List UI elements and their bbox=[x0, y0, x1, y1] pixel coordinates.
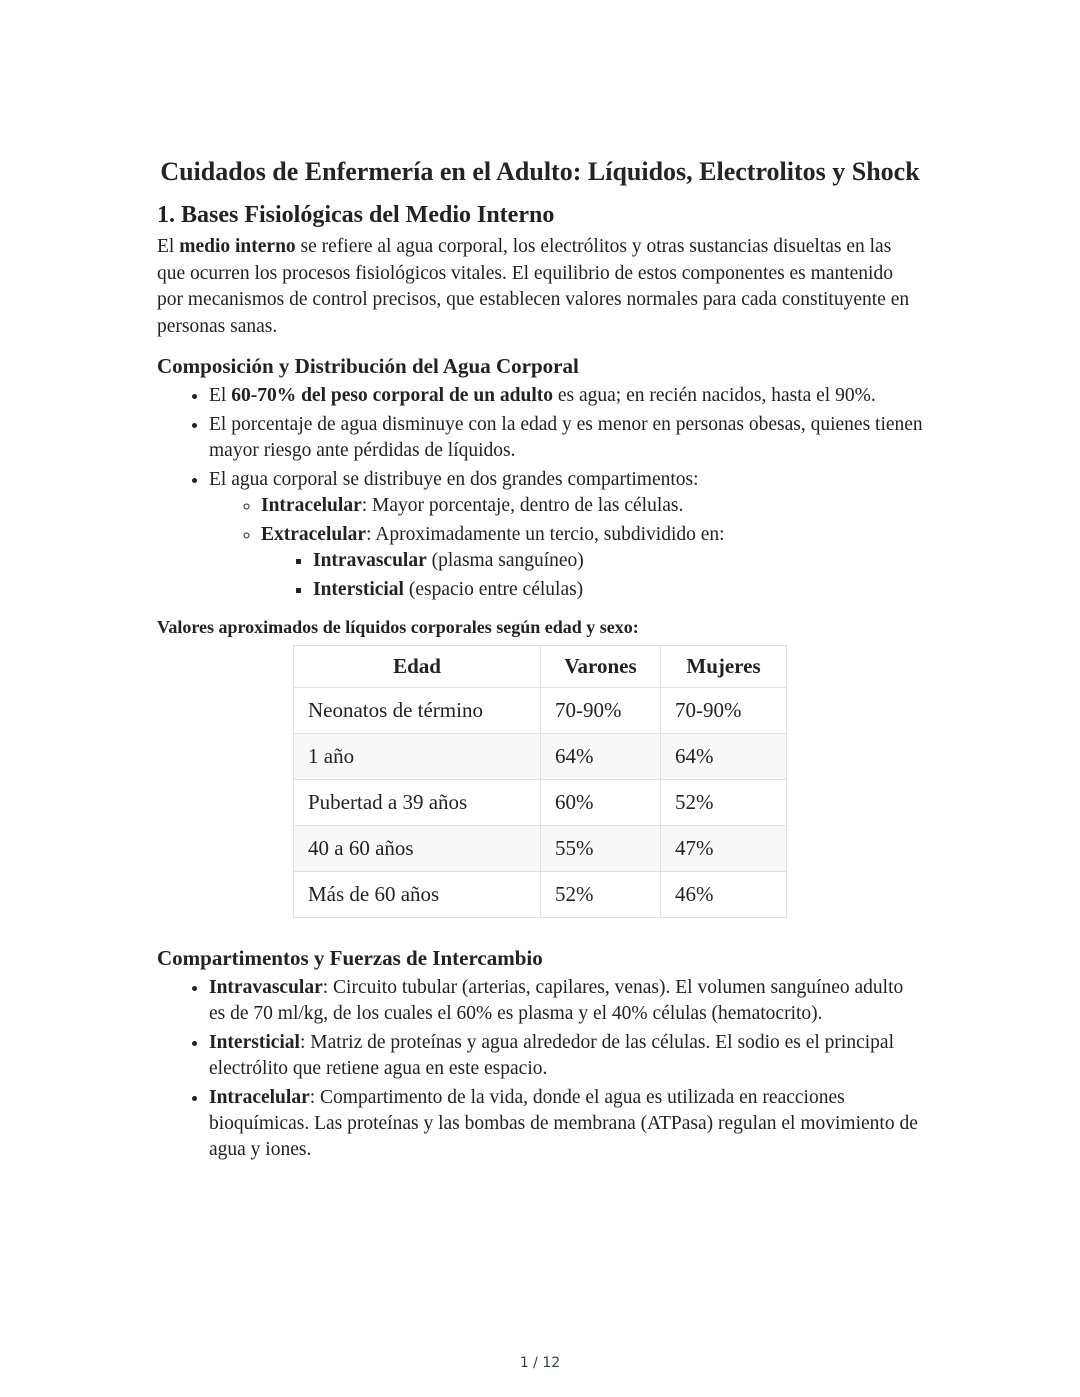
intro-paragraph bbox=[157, 234, 923, 340]
fluids-by-age-table bbox=[293, 645, 787, 918]
heading-compartimentos: Compartimentos y Fuerzas de Intercambio bbox=[157, 946, 543, 970]
list-item-intravascular-detail bbox=[209, 975, 923, 1027]
extracelular-term: Extracelular bbox=[261, 524, 367, 545]
table-row-40-60 bbox=[294, 826, 787, 872]
table-body bbox=[294, 688, 787, 918]
intersticial-desc: : Matriz de proteínas y agua alrededor de las células. El sodio es el principal electrólito que retiene agua en este espacio. bbox=[209, 1032, 894, 1079]
intersticial-term: Intersticial bbox=[313, 579, 404, 600]
intracelular-desc: : Compartimento de la vida, donde el agua es utilizada en reacciones bioquímicas. Las proteínas y las bombas de membrana (ATPasa) regulan el movimiento de agua y iones. bbox=[209, 1087, 918, 1160]
intravascular-desc: : Circuito tubular (arterias, capilares, venas). El volumen sanguíneo adulto es de 70 ml/kg, de los cuales el 60% es plasma y el 40% células (hematocrito). bbox=[209, 977, 904, 1024]
table-cell: 46% bbox=[661, 872, 787, 918]
composicion-list bbox=[157, 383, 923, 603]
heading-composicion: Composición y Distribución del Agua Corporal bbox=[157, 354, 579, 378]
table-cell: 55% bbox=[541, 826, 661, 872]
list-item-intracelular bbox=[261, 493, 923, 519]
compartimentos-list bbox=[157, 975, 923, 1163]
table-cell: 40 a 60 años bbox=[294, 826, 541, 872]
intro-bold-term: medio interno bbox=[179, 236, 296, 257]
table-row-pubertad bbox=[294, 780, 787, 826]
column-header-mujeres: Mujeres bbox=[661, 646, 787, 688]
list-item-intravascular bbox=[313, 548, 923, 574]
table-header-row bbox=[294, 646, 787, 688]
table-cell: 64% bbox=[661, 734, 787, 780]
column-header-varones: Varones bbox=[541, 646, 661, 688]
intracelular-term: Intracelular bbox=[209, 1087, 310, 1108]
table-cell: 52% bbox=[541, 872, 661, 918]
table-row-neonatos bbox=[294, 688, 787, 734]
table-cell: Más de 60 años bbox=[294, 872, 541, 918]
column-header-edad: Edad bbox=[294, 646, 541, 688]
intersticial-term: Intersticial bbox=[209, 1032, 300, 1053]
intracelular-desc: : Mayor porcentaje, dentro de las células. bbox=[361, 495, 684, 516]
intro-text-rest: se refiere al agua corporal, los electrólitos y otras sustancias disueltas en las que ocurren los procesos fisiológicos vitales. El equilibrio de estos componentes es mantenido por mecanismos de control precisos, que establecen valores normales para cada constituyente en personas sanas. bbox=[157, 236, 910, 337]
table-cell: Neonatos de término bbox=[294, 688, 541, 734]
document-title: Cuidados de Enfermería en el Adulto: Líquidos, Electrolitos y Shock bbox=[160, 157, 920, 186]
list-item-intersticial-detail bbox=[209, 1030, 923, 1082]
table-row-mas-60 bbox=[294, 872, 787, 918]
table-cell: 70-90% bbox=[661, 688, 787, 734]
extracelular-sublist bbox=[261, 548, 923, 603]
intravascular-term: Intravascular bbox=[209, 977, 323, 998]
intravascular-desc: (plasma sanguíneo) bbox=[426, 550, 584, 571]
table-cell: 1 año bbox=[294, 734, 541, 780]
page-number: 1 / 12 bbox=[519, 1355, 561, 1371]
table-cell: 60% bbox=[541, 780, 661, 826]
table-row-1-ano bbox=[294, 734, 787, 780]
intersticial-desc: (espacio entre células) bbox=[403, 579, 584, 600]
list-item-extracelular bbox=[261, 522, 923, 603]
intro-text-pre: El bbox=[157, 236, 180, 257]
distribucion-text: El agua corporal se distribuye en dos grandes compartimentos: bbox=[209, 469, 699, 490]
list-item-intersticial bbox=[313, 577, 923, 603]
intracelular-term: Intracelular bbox=[261, 495, 362, 516]
table-caption: Valores aproximados de líquidos corporales según edad y sexo: bbox=[157, 617, 639, 637]
edad-text: El porcentaje de agua disminuye con la edad y es menor en personas obesas, quienes tienen mayor riesgo ante pérdidas de líquidos. bbox=[209, 414, 923, 461]
intravascular-term: Intravascular bbox=[313, 550, 427, 571]
table-cell: 70-90% bbox=[541, 688, 661, 734]
list-item-edad bbox=[209, 412, 923, 464]
extracelular-desc: : Aproximadamente un tercio, subdividido en: bbox=[366, 524, 725, 545]
table-cell: Pubertad a 39 años bbox=[294, 780, 541, 826]
list-item-distribucion bbox=[209, 467, 923, 603]
heading-bases-fisiologicas: 1. Bases Fisiológicas del Medio Interno bbox=[157, 202, 555, 228]
table-cell: 52% bbox=[661, 780, 787, 826]
compartment-sublist bbox=[209, 493, 923, 603]
water-bold: 60-70% del peso corporal de un adulto bbox=[231, 385, 553, 406]
water-pre: El bbox=[209, 385, 232, 406]
table-cell: 64% bbox=[541, 734, 661, 780]
list-item-intracelular-detail bbox=[209, 1085, 923, 1163]
water-rest: es agua; en recién nacidos, hasta el 90%. bbox=[553, 385, 876, 406]
table-cell: 47% bbox=[661, 826, 787, 872]
list-item-water-percentage bbox=[209, 383, 923, 409]
table-header bbox=[294, 646, 787, 688]
